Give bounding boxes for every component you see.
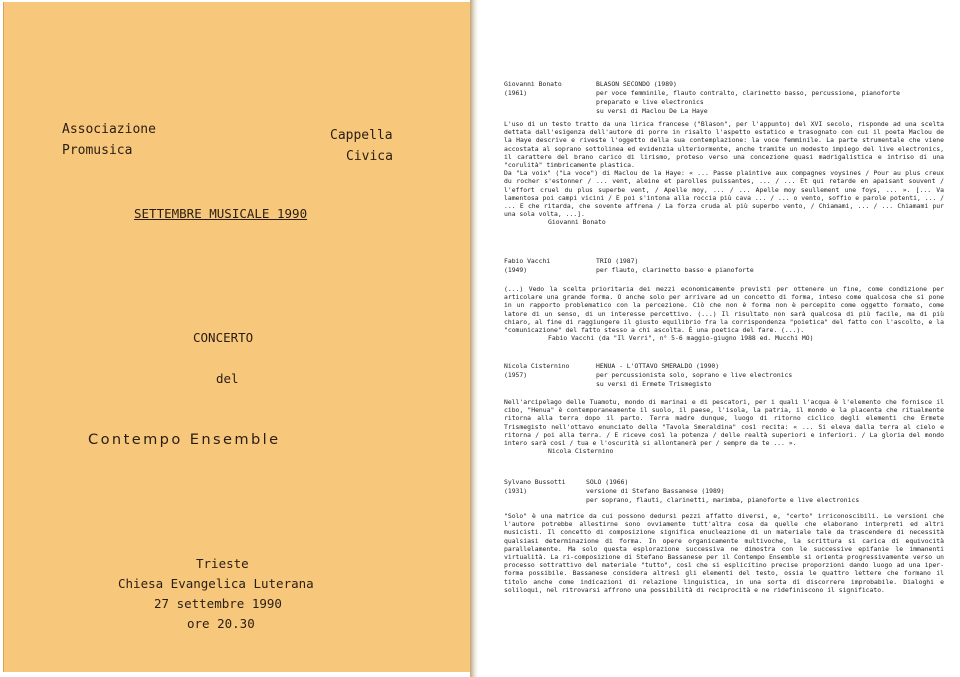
work-instrumentation: per percussionista solo, soprano e live electronics (596, 371, 793, 379)
note-signature: Nicola Cisternino (548, 447, 614, 456)
program-note: L'uso di un testo tratto da una lirica francese ("Blason", per l'appunto) del XVI secolo, risponde ad una scelta dettata dall'esigenza dell'autore di porre in risalto l'aspetto estatico e trasognato con cui il poeta Maclou de la Haye descrive e riveste l'oggetto della sua contemplazione: la voce femminile. La parte strumentale che viene accostata al soprano sottolinea ed evidenzia ulteriormente, anche tramite un modesto impiego del live electronics, il carattere del brano carico di lirismo, proteso verso una concezione quasi madrigalistica e intriso di una "corulità" timbricamente plastica. (504, 120, 944, 170)
program-entry-bonato (504, 80, 944, 227)
work-instrumentation: versione di Stefano Bassanese (1989) (586, 487, 725, 495)
program-cover (3, 2, 471, 672)
program-note: (...) Vedo la scelta prioritaria dei mezzi economicamente previsti per ottenere un fine, come condizione per articolare una grande forma. O anche solo per arrivare ad un concetto di forma, inteso come qualcosa che si pone in un rapporto problematico con la percezione. Ciò che non è forma non è percepito come oggetto formato, come latore di un senso, di un interesse percettivo. (...) Il risultato non sarà qualcosa di più facile, ma di più chiaro, al fine di raggiungere il giusto equilibrio fra la corrispondenza "poietica" del fatto con l'ascolto, e la "comunicazione" del fatto stesso a chi ascolta. È una poetica del fare. (...). (504, 285, 944, 335)
note-signature: Giovanni Bonato (548, 218, 606, 227)
venue-city: Trieste (196, 556, 249, 571)
work-title: SOLO (1966) (586, 478, 629, 486)
composer-year: (1931) (504, 487, 528, 495)
concert-time: ore 20.30 (187, 616, 255, 631)
program-note: "Solo" è una matrice da cui possono dedursi pezzi affatto diversi, e, "certo" irriconoscibili. Le versioni che l'autore potrebbe allestirne sono ovviamente tutt'altra cosa da quelle che elaborano interpreti ed altri musicisti. Il concetto di composizione significa enucleazione di un materiale tale da trascendere di necessità qualsiasi determinazione di forma. In opere organicamente multivoche, la scrittura si carica di equivocità parallelamente. Ma solo questa esplorazione successiva ne dimostra con le successive epifanie le immanenti virtualità. La ri-composizione di Stefano Bassanese per il Contempo Ensemble si orienta progressivamente verso un processo sottrattivo del materiale "tutto", così che si esplicitino precise proporzioni dando luogo ad una iper-forma possibile. Bassanese considera altresì gli elementi del testo, ossia le quattro lettere che formano il titolo anche come indicazioni di relazione linguistica, in una sorta di discorrere improbabile. Dialoghi e soliloqui, nel ritrovarsi affrono una possibilità di reciprocità e ne ridefiniscono il significato. (504, 512, 944, 594)
composer-name: Fabio Vacchi (504, 257, 551, 265)
work-title: HENUA - L'OTTAVO SMERALDO (1990) (596, 362, 720, 370)
program-note: Nell'arcipelago delle Tuamotu, mondo di marinai e di pescatori, per i quali l'acqua è l'elemento che fornisce il cibo, "Henua" è contemporaneamente il suolo, il paese, l'isola, la patria, il mondo e la placenta che ritualmente ritorna alla terra dopo il parto. Terra madre dunque, luogo di ritorno ciclico degli elementi che Ermete Trismegisto nell'ottavo enunciato della "Tavola Smeraldina" così recita: « ... Si eleva dalla terra al cielo e ritorna / poi alla terra. / E riceve così la potenza / delle realtà superiori e inferiori. / La gloria del mondo intero sarà così / tua e l'oscurità si allontanerà per / sempre da te ... ». (504, 398, 944, 448)
work-instrumentation: per soprano, flauti, clarinetti, marimba, pianoforte e live electronics (586, 496, 860, 504)
org-right-line2: Civica (346, 149, 393, 164)
composer-year: (1957) (504, 371, 528, 379)
org-left-line1: Associazione (62, 122, 156, 137)
program-entry-bussotti (504, 478, 944, 594)
program-entry-vacchi (504, 257, 944, 342)
composer-year: (1961) (504, 89, 528, 97)
composer-name: Sylvano Bussotti (504, 478, 566, 486)
composer-year: (1949) (504, 266, 528, 274)
composer-name: Nicola Cisternino (504, 362, 570, 370)
program-entry-cisternino (504, 362, 944, 455)
series-title: SETTEMBRE MUSICALE 1990 (134, 206, 308, 221)
concert-date: 27 settembre 1990 (154, 596, 282, 611)
page-gutter (470, 0, 478, 677)
work-instrumentation: per flauto, clarinetto basso e pianoforte (596, 266, 754, 274)
composer-name: Giovanni Bonato (504, 80, 562, 88)
ensemble-name: Contempo Ensemble (88, 431, 281, 448)
concert-heading: CONCERTO (193, 330, 254, 345)
org-right-line1: Cappella (330, 128, 393, 143)
org-left-line2: Promusica (62, 143, 133, 158)
del-word: del (216, 371, 239, 386)
program-note-quote: Da "La voix" ("La voce") di Maclou de la Haye: « ... Passe plaintive aux compagnes voysines / Pour au plus creux du rocher s'estonner / ... vent, aleine et parolles puissantes, ... / ... Et qui retarde en apaisant souvent / l'effort cruel du plus superbe vent, / Apelle moy, ... / ... Apelle moy seullement une foys, ... ». [... Va lamentosa poi campi vicini / E poi s'intona alla roccia più cava ... / ... o vento, soffio e parole potenti, ... / ... E che ritarda, che sovente affrena / La forza cruda al più superbo vento, / Chiamami, ... / ... Chiamami pur una sola volta, ...]. (504, 169, 944, 219)
work-instrumentation: su versi di Maclou De La Haye (596, 107, 708, 115)
work-instrumentation: per voce femminile, flauto contralto, clarinetto basso, percussione, pianoforte (596, 89, 900, 97)
work-instrumentation: preparato e live electronics (596, 98, 704, 106)
work-title: BLASON SECONDO (1989) (596, 80, 677, 88)
venue-church: Chiesa Evangelica Luterana (118, 576, 314, 591)
work-instrumentation: su versi di Ermete Trismegisto (596, 380, 712, 388)
work-title: TRIO (1987) (596, 257, 639, 265)
program-notes-page (478, 0, 960, 677)
note-signature: Fabio Vacchi (da "Il Verri", n° 5-6 maggio-giugno 1988 ed. Mucchi MO) (548, 334, 814, 343)
